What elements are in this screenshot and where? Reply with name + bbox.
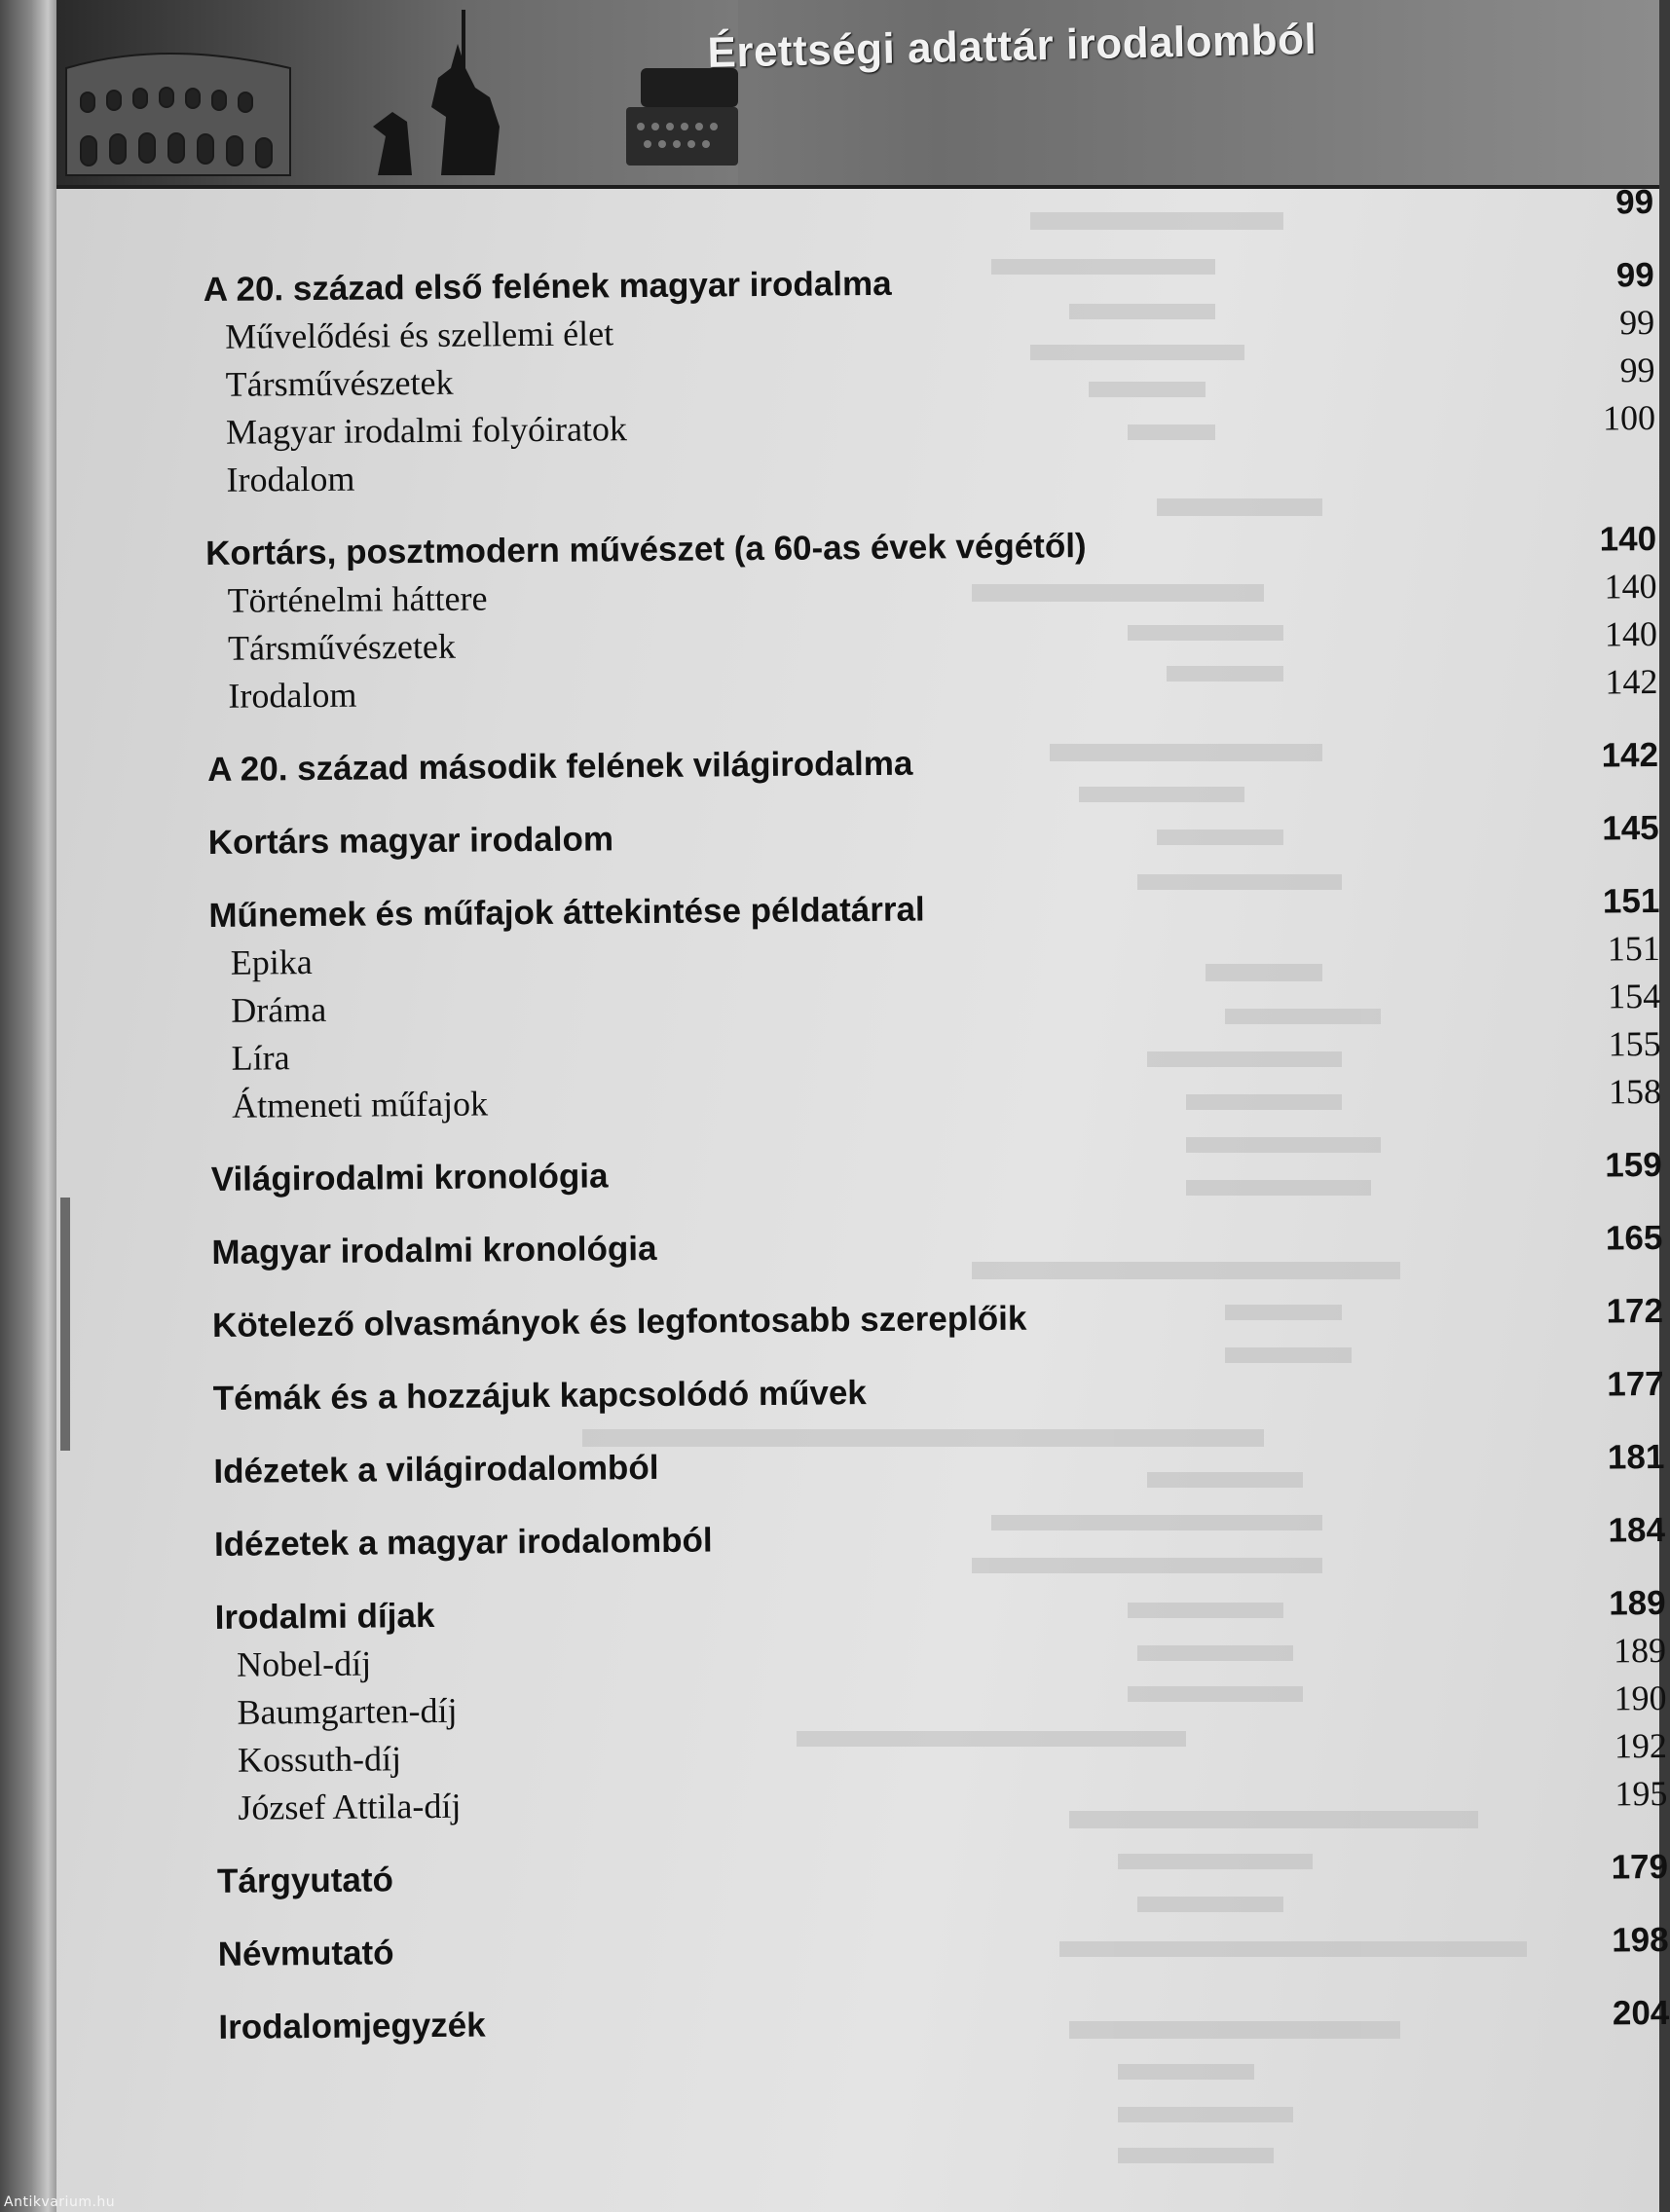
typewriter-illustration: [626, 68, 738, 166]
toc-title: Kortárs magyar irodalom: [207, 820, 614, 862]
toc-entry: [208, 881, 1660, 936]
toc-subentry: [206, 615, 1657, 669]
toc-title: Nobel-díj: [236, 1643, 372, 1684]
toc-page-number: 145: [1602, 808, 1659, 848]
watermark: Antikvarium.hu: [4, 2194, 116, 2210]
toc-subentry: [216, 1775, 1667, 1828]
toc-page-number: 184: [1608, 1510, 1666, 1550]
toc-entry: [211, 1291, 1664, 1346]
toc-title: Kortárs, posztmodern művészet (a 60-as évek végétől): [204, 527, 1087, 572]
toc-title: Idézetek a magyar irodalomból: [213, 1521, 713, 1564]
toc-page-number: 100: [1602, 397, 1656, 438]
toc-title: Társművészetek: [227, 626, 457, 668]
toc-page-number: 142: [1605, 661, 1658, 702]
toc-title: Kossuth-díj: [237, 1739, 402, 1780]
book-page: [56, 0, 1670, 2212]
toc-title: Történelmi háttere: [227, 578, 488, 620]
toc-subentry: [215, 1632, 1666, 1685]
toc-subentry: [204, 447, 1655, 500]
toc-title: Témák és a hozzájuk kapcsolódó művek: [212, 1374, 867, 1418]
toc-title: Dráma: [231, 989, 327, 1030]
toc-entry: [213, 1437, 1665, 1492]
toc-title: Világirodalmi kronológia: [210, 1157, 609, 1198]
toc-title: József Attila-díj: [238, 1786, 462, 1827]
colosseum-illustration: [66, 54, 290, 175]
book-spine: [0, 0, 56, 2212]
toc-subentry: [210, 1025, 1661, 1079]
toc-page-number: 189: [1613, 1630, 1667, 1671]
toc-page-number: 140: [1599, 519, 1657, 559]
toc-title: Irodalom: [226, 459, 355, 499]
toc-page-number: 158: [1608, 1071, 1662, 1112]
toc-subentry: [204, 304, 1654, 357]
toc-title: Magyar irodalmi kronológia: [211, 1229, 657, 1272]
toc-title: Társművészetek: [225, 362, 454, 404]
toc-page-number: 99: [1615, 255, 1654, 295]
toc-page-number: 154: [1608, 976, 1661, 1016]
toc-entry: [214, 1583, 1666, 1638]
toc-subentry: [205, 568, 1656, 621]
toc-page-number: 151: [1607, 928, 1660, 969]
toc-title: Névmutató: [217, 1934, 394, 1973]
toc-subentry: [204, 351, 1654, 405]
toc-entry: [218, 1993, 1670, 2047]
toc-entry: [217, 1920, 1669, 1974]
toc-page-number: 151: [1602, 881, 1660, 921]
toc-subentry: [216, 1727, 1667, 1781]
toc-page-only: [203, 182, 1654, 237]
toc-entry: [216, 1847, 1669, 1901]
toc-subentry: [206, 663, 1657, 717]
toc-title: Műnemek és műfajok áttekintése példatárral: [208, 890, 925, 935]
header-banner: [56, 0, 1659, 189]
toc-page-number: 204: [1612, 1993, 1670, 2033]
toc-page-number: 165: [1605, 1218, 1663, 1258]
toc-title: Magyar irodalmi folyóiratok: [225, 409, 628, 452]
toc-page-number: 190: [1614, 1677, 1667, 1718]
header-collage-image: [56, 0, 738, 185]
toc-title: Művelődési és szellemi élet: [225, 313, 614, 356]
toc-title: Líra: [231, 1038, 290, 1078]
toc-title: Idézetek a világirodalomból: [213, 1448, 659, 1491]
toc-page-number: 198: [1612, 1920, 1669, 1960]
toc-subentry: [209, 930, 1660, 983]
toc-page-number: 140: [1604, 613, 1658, 654]
toc-page-number: 155: [1608, 1023, 1661, 1064]
toc-title: Irodalomjegyzék: [218, 2006, 486, 2046]
toc-title: Tárgyutató: [216, 1861, 394, 1900]
toc-title: Irodalmi díjak: [214, 1596, 435, 1637]
toc-page-number: 192: [1614, 1725, 1668, 1766]
toc-page-number: 195: [1614, 1773, 1668, 1814]
toc-page-number: 172: [1606, 1291, 1664, 1331]
toc-page-number: 99: [1614, 182, 1654, 222]
toc-page-number: 159: [1605, 1145, 1662, 1185]
toc-entry: [204, 519, 1657, 573]
toc-page-number: 179: [1611, 1847, 1669, 1887]
page-edge-strip: [60, 1198, 70, 1451]
toc-entry: [207, 808, 1659, 863]
toc-subentry: [204, 399, 1655, 453]
toc-entry: [211, 1218, 1663, 1272]
toc-page-number: 177: [1607, 1364, 1664, 1404]
toc-entry: [203, 255, 1654, 310]
header-title: Érettségi adattár irodalomból: [707, 15, 1317, 77]
toc-title: Irodalom: [228, 675, 357, 716]
toc-entry: [213, 1510, 1666, 1565]
toc-page-number: 140: [1604, 566, 1657, 607]
toc-title: Átmeneti műfajok: [231, 1084, 489, 1125]
toc-title: Epika: [230, 942, 313, 982]
toc-page-number: 99: [1619, 350, 1655, 390]
toc-page-number: 99: [1618, 302, 1655, 343]
toc-page-number: 142: [1601, 735, 1659, 775]
toc-page-number: 189: [1609, 1583, 1666, 1623]
toc-entry: [212, 1364, 1664, 1419]
toc-subentry: [215, 1679, 1666, 1733]
toc-entry: [210, 1145, 1662, 1199]
toc-page-number: 181: [1607, 1437, 1665, 1477]
toc-subentry: [209, 977, 1660, 1031]
toc-entry: [206, 735, 1659, 790]
toc-subentry: [210, 1073, 1661, 1126]
toc-title: A 20. század második felének világirodalma: [206, 744, 913, 789]
toc-title: A 20. század első felének magyar irodalma: [203, 264, 892, 309]
toc-title: Baumgarten-díj: [237, 1690, 458, 1732]
toc-title: Kötelező olvasmányok és legfontosabb szereplőik: [211, 1299, 1027, 1345]
table-of-contents: [203, 182, 1670, 2047]
